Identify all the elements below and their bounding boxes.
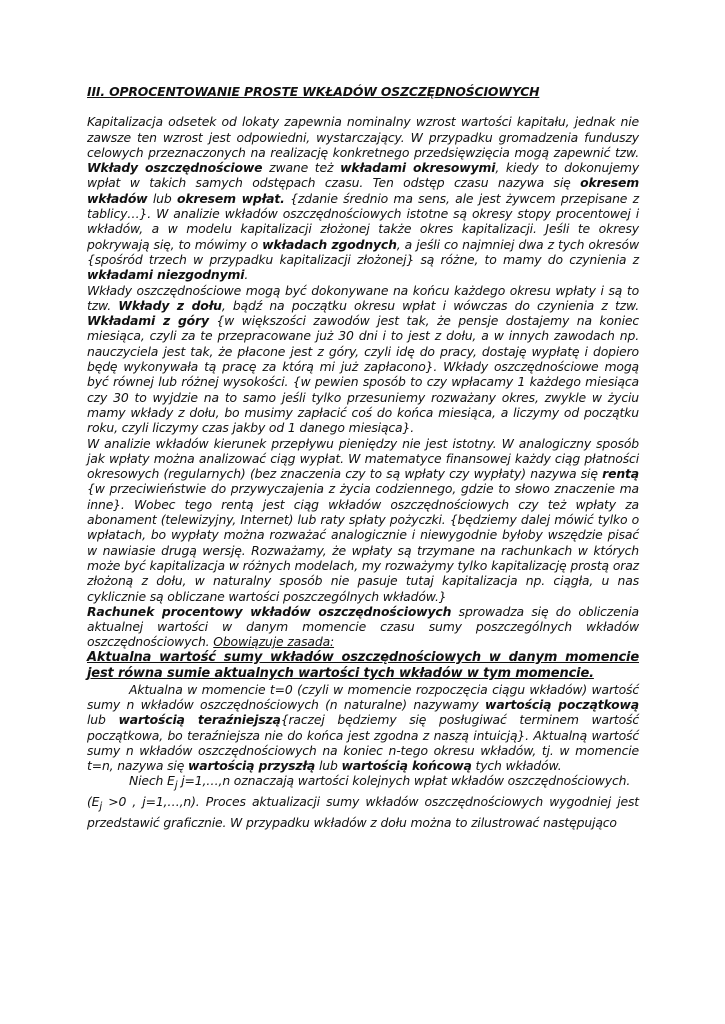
text-run: zwane też: [262, 160, 341, 176]
text-run: lub: [87, 712, 119, 728]
term-bold: Wkładami z góry: [87, 313, 209, 329]
text-run: W analizie wkładów kierunek przepływu pieniędzy nie jest istotny. W analogiczny sposób jak wpłaty można analizować ciąg wypłat. W matematyce finansowej każdy ciąg płatności okresowych (regularnych) (bez znaczenia czy to są wpłaty czy wypłaty) nazywa się: [87, 435, 639, 482]
term-bold: rentą: [602, 466, 639, 482]
term-bold: wartością początkową: [485, 696, 639, 712]
text-run: >0 , j=1,…,n). Proces aktualizacji sumy wkładów oszczędnościowych wygodniej jest przedstawić graficznie. W przypadku wkładów z dołu można to zilustrować następująco: [87, 794, 639, 830]
paragraph-graphical: [87, 794, 639, 830]
text-run: j=1,…,n oznaczają wartości kolejnych wpłat wkładów oszczędnościowych.: [177, 773, 631, 789]
section-title: III. OPROCENTOWANIE PROSTE WKŁADÓW OSZCZĘDNOŚCIOWYCH: [87, 84, 540, 99]
text-run: sprowadza się do obliczenia aktualnej wartości w danym momencie czasu sumy poszczególnych wkładów oszczędnościowych.: [87, 603, 639, 650]
text-run: , kiedy to dokonujemy wpłat w takich samych odstępach czasu. Ten odstęp czasu nazywa się: [87, 160, 640, 191]
text-run: , a jeśli co najmniej dwa z tych okresów {spośród trzech w przypadku kapitalizacji złożonej} są różne, to mamy do czynienia z: [87, 236, 639, 267]
term-bold: Rachunek procentowy wkładów oszczędnościowych: [87, 603, 452, 619]
term-bold: wkładach zgodnych: [262, 236, 397, 252]
paragraph-intro: [87, 114, 639, 282]
text-run: lub: [315, 758, 342, 774]
paragraph-notation: [87, 773, 639, 794]
term-bold: wartością teraźniejszą: [118, 712, 281, 728]
text-run: tych wkładów.: [471, 758, 562, 774]
text-run: (E: [87, 794, 100, 810]
term-bold: Wkłady oszczędnościowe: [87, 160, 263, 176]
text-run: Niech E: [129, 773, 175, 789]
subscript: j: [99, 800, 103, 813]
paragraph-annuity: [87, 436, 639, 604]
text-run: , bądź na początku okresu wpłat i wówczas do czynienia z tzw.: [221, 297, 639, 313]
text-run: {zdanie średnio ma sens, ale jest żywcem przepisane z tablicy…}. W analizie wkładów oszczędnościowych istotne są okresy stopy procentowej i wkładów, a w modelu kapitalizacji złożonej także okres kapitalizacji. Jeśli te okresy pokrywają się, to mówimy o: [87, 190, 640, 252]
text-run: Aktualna w momencie t=0 (czyli w momencie rozpoczęcia ciągu wkładów) wartość sumy n wkładów oszczędnościowych (n naturalne) nazywamy: [87, 681, 639, 712]
document-page: [87, 84, 639, 830]
text-run: {w większości zawodów jest tak, że pensje dostajemy na koniec miesiąca, czyli za te przepracowane już 30 dni i to jest z dołu, a w innych zawodach np. nauczyciela jest tak, że płacone jest z góry, czyli idę do pracy, dostaję wypłatę i dopiero będę wykonywała tą pracę za którą mi już zapłacono}. Wkłady oszczędnościowe mogą być równej lub różnej wysokości. {w pewien sposób to czy wpłacamy 1 każdego miesiąca czy 30 to wyjdzie na to samo jeśli tylko przesuniemy rozważany okres, zwykle w życiu mamy wkłady z dołu, bo musimy zapłacić coś do końca miesiąca, a liczymy od początku roku, czyli liczymy czas jakby od 1 danego miesiąca}.: [87, 313, 639, 436]
paragraph-values: [87, 682, 639, 774]
term-bold: okresem wkładów: [87, 175, 639, 206]
term-bold: wkładami niezgodnymi: [87, 267, 245, 283]
text-underlined: Obowiązuje zasada:: [213, 634, 335, 650]
text-run: Wkłady oszczędnościowe mogą być dokonywane na końcu każdego okresu wpłaty i są to tzw.: [87, 282, 639, 313]
text-run: {w przeciwieństwie do przywyczajenia z życia codziennego, gdzie to słowo znaczenie ma inne}. Wobec tego rentą jest ciąg wkładów oszczędnościowych czy też wpłaty za abonament (telewizyjny, Internet) lub raty spłaty pożyczki. {będziemy dalej mówić tylko o wpłatach, bo wypłaty można rozważać analogicznie i niewygodnie byłoby wszędzie pisać w nawiasie drugą wersję. Rozważamy, że wpłaty są trzymane na rachunkach w których może być kapitalizacja w różnych modelach, my rozważymy tylko kapitalizację prostą oraz złożoną z dołu, w naturalny sposób nie pasuje tutaj kapitalizacja np. ciągła, u nas cyklicznie są obliczane wartości poszczególnych wkładów.}: [87, 481, 639, 604]
text-run: {raczej będziemy się posługiwać terminem wartość początkowa, bo teraźniejsza nie do końca jest zgodna z naszą intuicją}. Aktualną wartość sumy n wkładów oszczędnościowych na koniec n-tego okresu wkładów, tj. w momencie t=n, nazywa się: [87, 712, 640, 774]
term-bold: wartością końcową: [341, 758, 472, 774]
term-bold: okresem wpłat.: [176, 190, 285, 206]
term-bold: Wkłady z dołu: [118, 297, 222, 313]
paragraph-deposit-timing: [87, 283, 639, 436]
text-run: Kapitalizacja odsetek od lokaty zapewnia nominalny wzrost wartości kapitału, jednak nie zawsze ten wzrost jest odpowiedni, wystarczający. W przypadku gromadzenia funduszy celowych przeznaczonych na realizację konkretnego przedsięwzięcia mogą zapewnić tzw.: [87, 114, 639, 160]
paragraph-interest-calculation: [87, 604, 639, 650]
term-bold: wkładami okresowymi: [340, 160, 496, 176]
text-run: lub: [147, 190, 177, 206]
principle-statement: Aktualna wartość sumy wkładów oszczędnościowych w danym momencie jest równa sumie aktualnych wartości tych wkładów w tym momencie.: [87, 649, 639, 681]
text-run: .: [244, 267, 249, 283]
term-bold: wartością przyszłą: [187, 758, 316, 774]
subscript: j: [174, 779, 178, 792]
